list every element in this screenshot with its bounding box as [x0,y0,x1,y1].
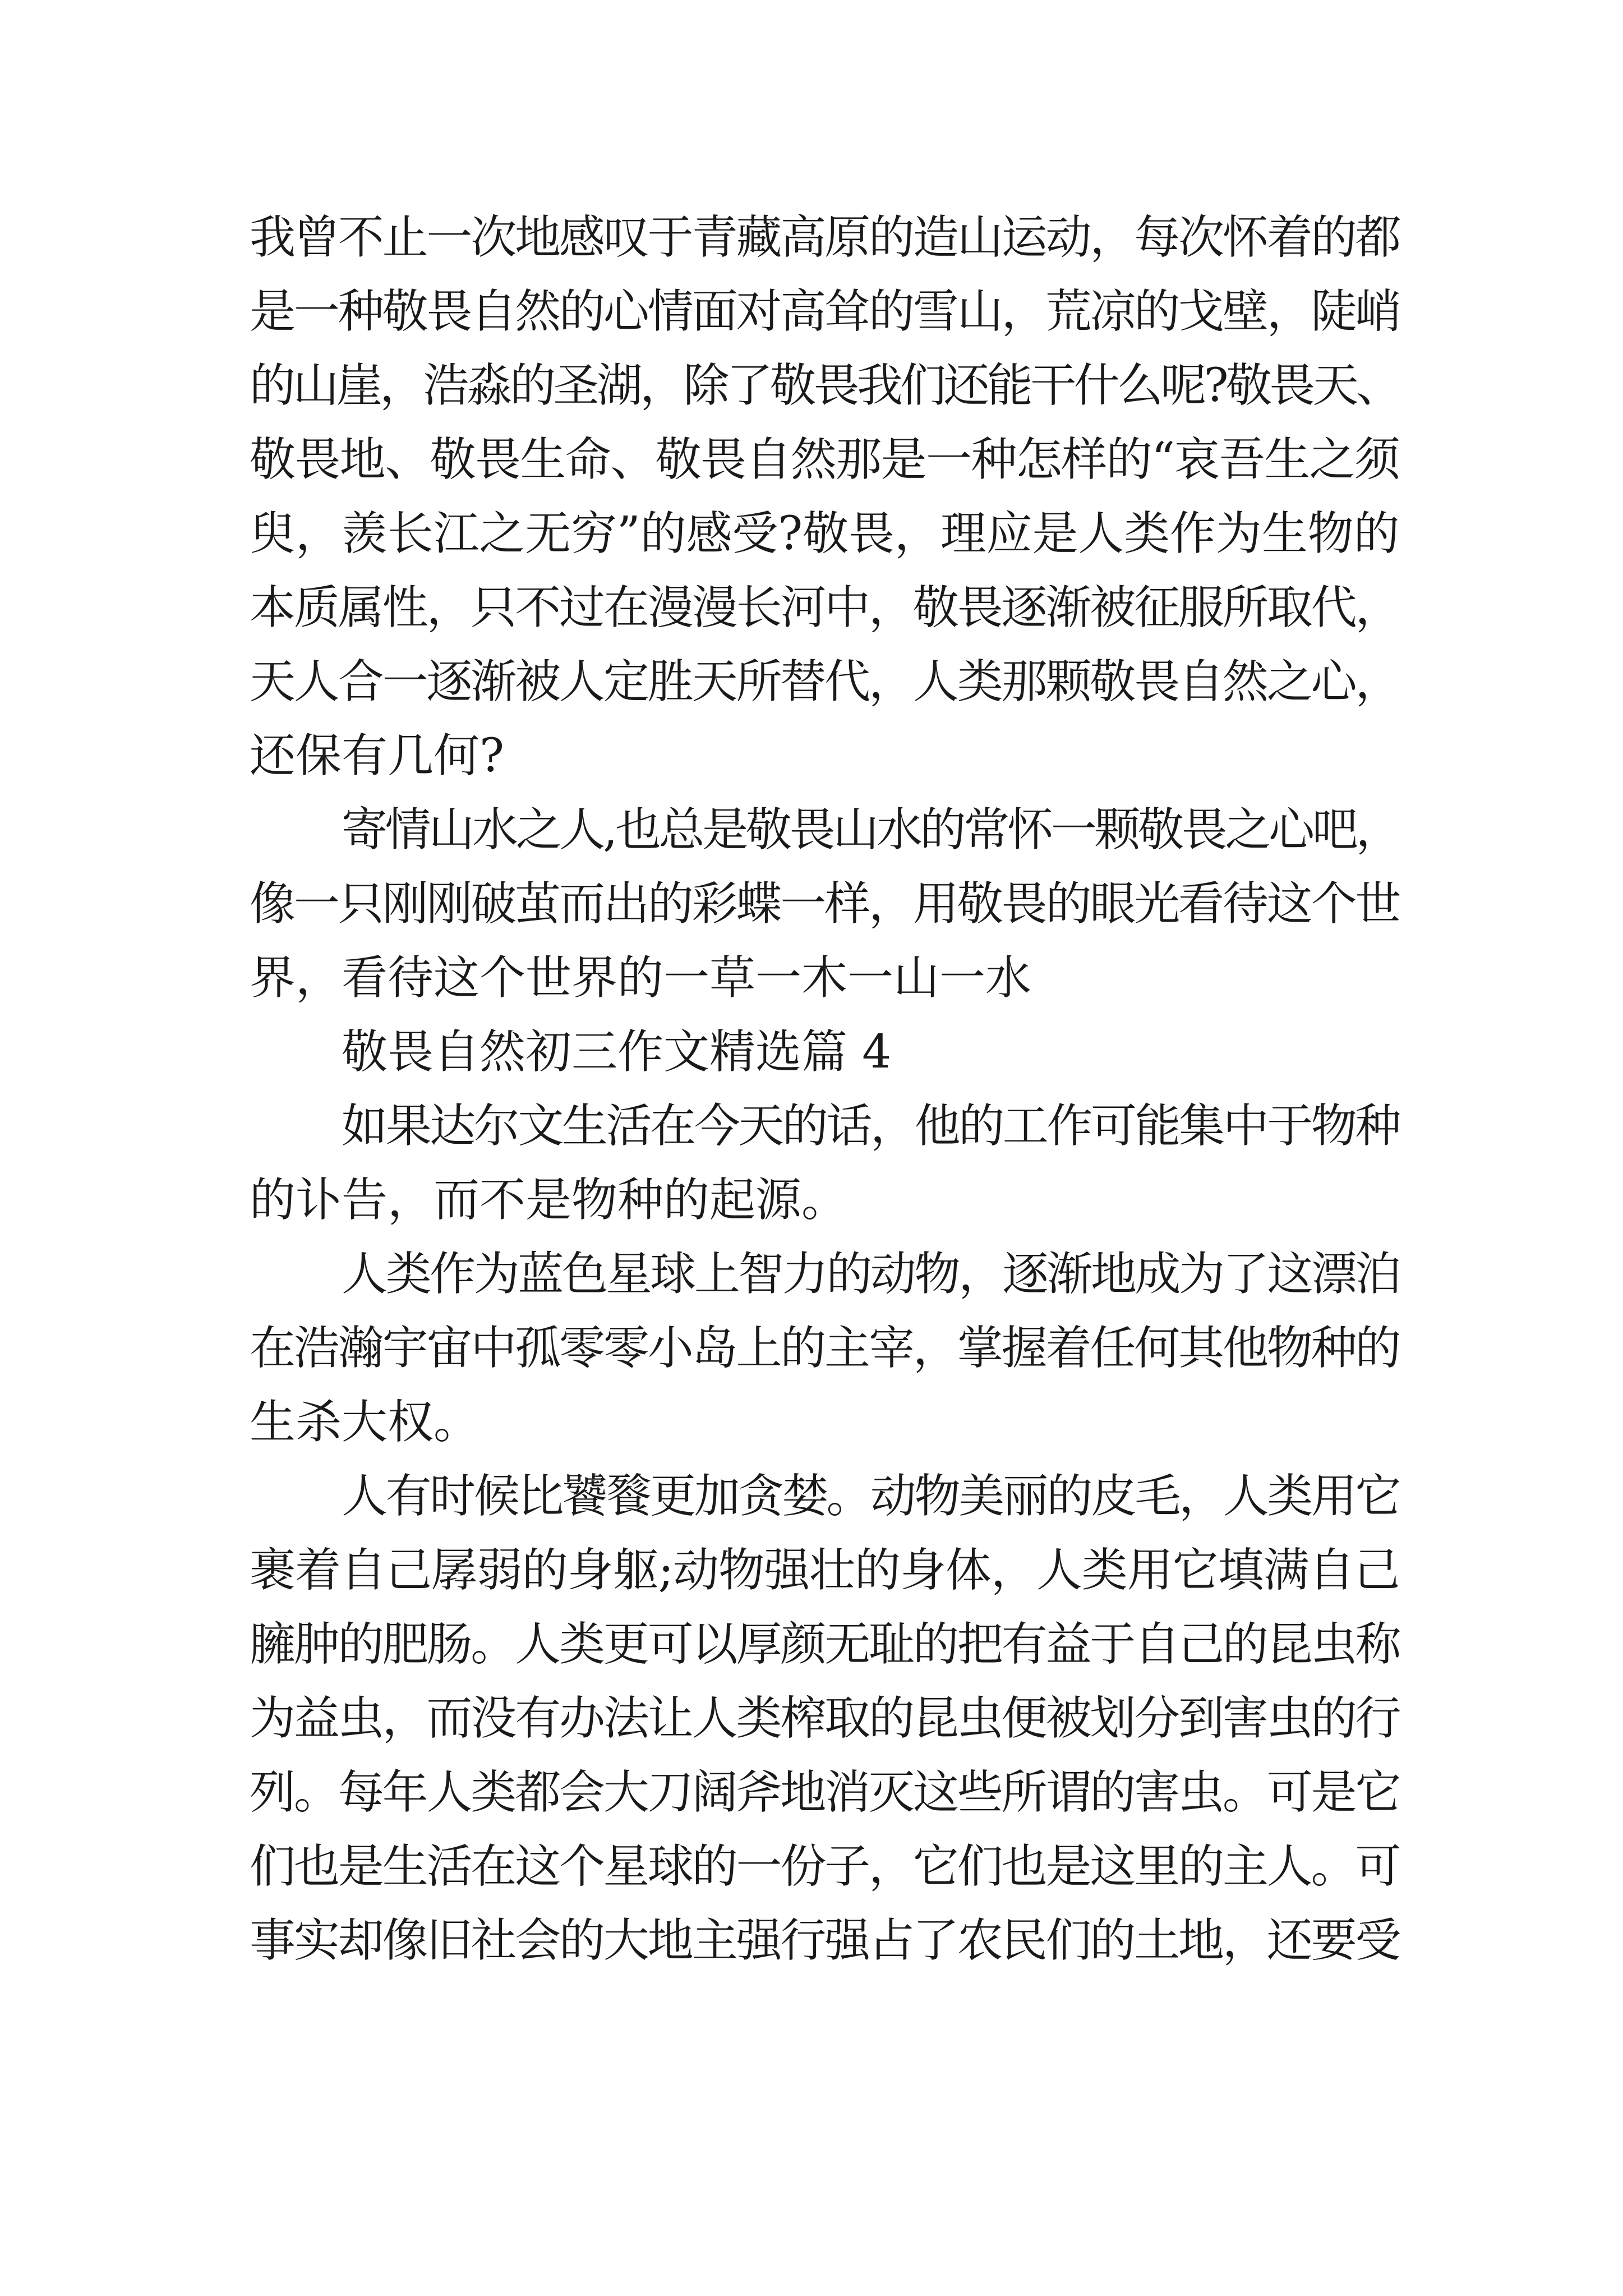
paragraph-start-line: 如果达尔文生活在今天的话，他的工作可能集中于物种 [342,1099,1399,1153]
section-heading: 敬畏自然初三作文精选篇 4 [342,1025,892,1079]
paragraph-start-line: 人有时候比饕餮更加贪婪。动物美丽的皮毛，人类用它 [342,1470,1399,1523]
text-line: 天人合一逐渐被人定胜天所替代，人类那颗敬畏自然之心， [250,655,1399,708]
text-line: 臾，羡长江之无穷”的感受?敬畏，理应是人类作为生物的 [250,507,1399,560]
text-line: 在浩瀚宇宙中孤零零小岛上的主宰，掌握着任何其他物种的 [250,1322,1399,1375]
paragraph-start-line: 人类作为蓝色星球上智力的动物，逐渐地成为了这漂泊 [342,1248,1399,1301]
essay-body [250,201,1399,1978]
text-line: 敬畏地、敬畏生命、敬畏自然那是一种怎样的“哀吾生之须 [250,433,1399,486]
text-line: 像一只刚刚破茧而出的彩蝶一样，用敬畏的眼光看待这个世 [250,877,1399,931]
paragraph-start-line: 寄情山水之人,也总是敬畏山水的常怀一颗敬畏之心吧， [342,803,1399,857]
text-line: 们也是生活在这个星球的一份子，它们也是这里的主人。可 [250,1840,1399,1893]
text-line: 列。每年人类都会大刀阔斧地消灭这些所谓的害虫。可是它 [250,1766,1399,1819]
text-line: 是一种敬畏自然的心情面对高耸的雪山，荒凉的戈壁，陡峭 [250,285,1399,338]
text-line: 事实却像旧社会的大地主强行强占了农民们的土地，还要受 [250,1914,1399,1967]
text-line: 臃肿的肥肠。人类更可以厚颜无耻的把有益于自己的昆虫称 [250,1618,1399,1671]
text-line: 还保有几何? [250,729,504,783]
text-line: 本质属性，只不过在漫漫长河中，敬畏逐渐被征服所取代， [250,581,1399,634]
text-line: 裹着自己孱弱的身躯;动物强壮的身体，人类用它填满自己 [250,1544,1399,1597]
text-line: 为益虫，而没有办法让人类榨取的昆虫便被划分到害虫的行 [250,1692,1399,1745]
text-line: 的山崖，浩淼的圣湖，除了敬畏我们还能干什么呢?敬畏天、 [250,359,1399,412]
text-line: 我曾不止一次地感叹于青藏高原的造山运动，每次怀着的都 [250,211,1399,264]
text-line: 生杀大权。 [250,1396,480,1449]
text-line: 的讣告，而不是物种的起源。 [250,1174,848,1227]
text-line: 界，看待这个世界的一草一木一山一水 [250,951,1032,1005]
